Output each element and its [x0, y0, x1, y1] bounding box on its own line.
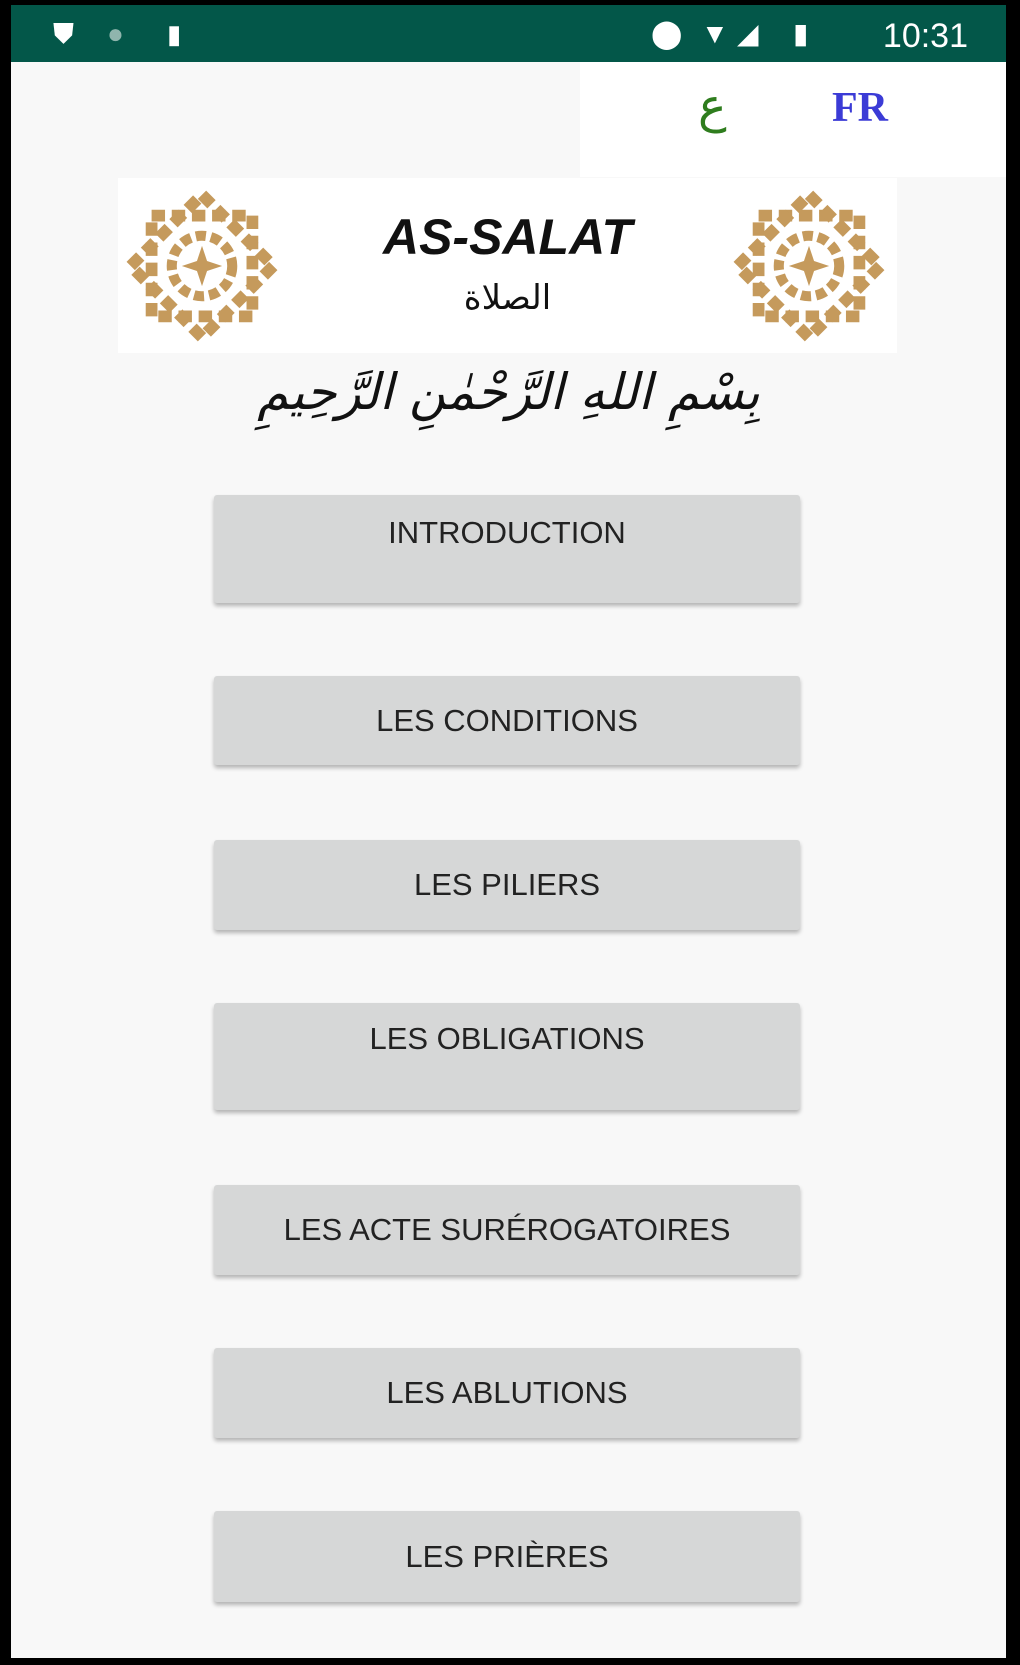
language-selector: [580, 62, 1006, 177]
app-title: AS-SALAT: [382, 209, 633, 265]
obligations-button[interactable]: [214, 1003, 800, 1110]
button-label: LES ACTE SURÉROGATOIRES: [283, 1212, 731, 1247]
french-language-button[interactable]: FR: [832, 85, 888, 131]
conditions-button[interactable]: [214, 676, 800, 765]
location-icon: ⬤: [651, 18, 683, 49]
piliers-button[interactable]: [214, 840, 800, 930]
signal-icon: ◢: [737, 18, 759, 49]
button-label: LES OBLIGATIONS: [369, 1021, 645, 1056]
circle-icon: ●: [107, 18, 124, 49]
button-label: LES PILIERS: [413, 867, 601, 902]
button-label: LES PRIÈRES: [405, 1538, 609, 1574]
arabic-language-button[interactable]: ع: [698, 78, 727, 134]
ornament-star-icon: [725, 182, 893, 350]
app-screen: [11, 5, 1006, 1658]
prieres-button[interactable]: [214, 1511, 800, 1602]
button-label: LES CONDITIONS: [376, 702, 638, 738]
actes-surerogatoires-button[interactable]: [214, 1185, 800, 1275]
bismillah-text: بِسْمِ اللهِ الرَّحْمٰنِ الرَّحِيمِ: [257, 363, 760, 421]
introduction-button[interactable]: [214, 495, 800, 603]
status-bar: [11, 5, 1006, 62]
header-banner: [118, 178, 897, 353]
app-subtitle-arabic: الصلاة: [463, 278, 552, 318]
button-label: LES ABLUTIONS: [386, 1375, 628, 1410]
shield-play-icon: ⛊: [53, 18, 75, 49]
sd-card-icon: ▮: [167, 19, 182, 49]
wifi-icon: ▼: [701, 18, 729, 49]
battery-icon: ▮: [793, 18, 809, 49]
button-label: INTRODUCTION: [388, 515, 626, 550]
clock: 10:31: [882, 17, 968, 55]
ablutions-button[interactable]: [214, 1348, 800, 1438]
